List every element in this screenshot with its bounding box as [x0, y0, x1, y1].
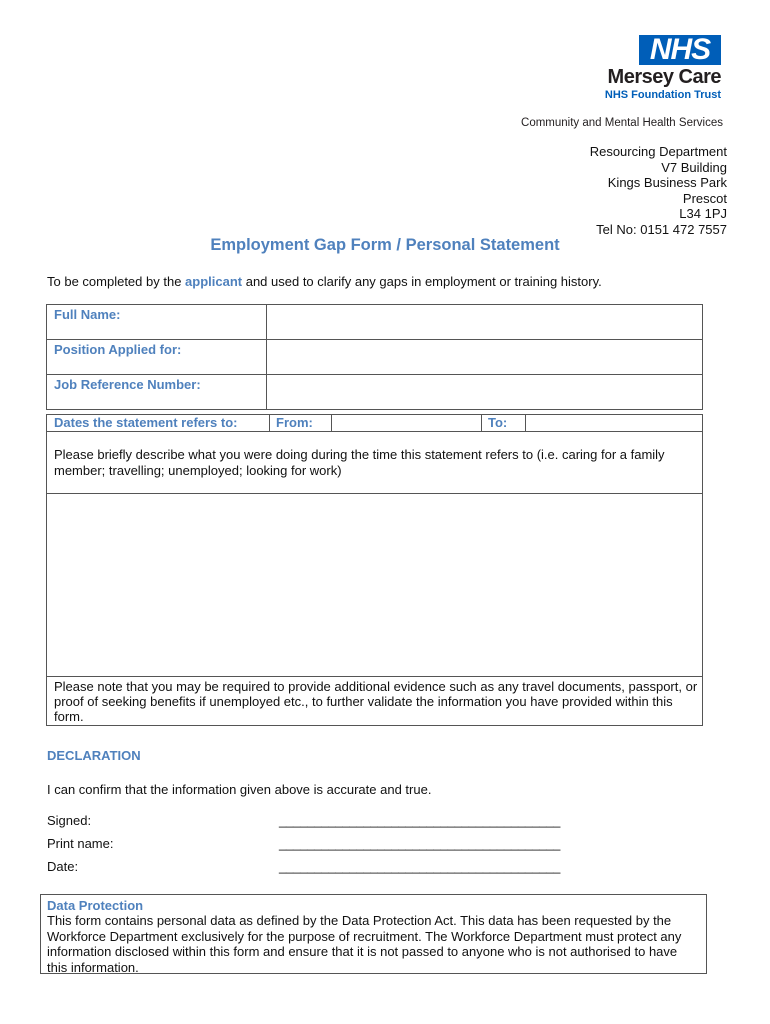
- evidence-note: Please note that you may be required to provide additional evidence such as any travel documents, passport, or proof of seeking benefits if unemployed etc., to further validate the information you have provided within this form.: [54, 679, 698, 724]
- date-line[interactable]: ________________________________________: [279, 859, 561, 874]
- table-row: [47, 375, 703, 410]
- org-subtitle: NHS Foundation Trust: [604, 89, 721, 101]
- service-name: Community and Mental Health Services: [521, 117, 723, 129]
- intro-before: To be completed by the: [47, 274, 186, 289]
- statement-prompt: Please briefly describe what you were doing during the time this statement refers to (i.e. caring for a family member; travelling; unemployed; looking for work): [54, 447, 665, 478]
- to-label: To:: [488, 415, 508, 430]
- intro-after: and used to clarify any gaps in employment or training history.: [242, 274, 602, 289]
- from-label: From:: [276, 415, 313, 430]
- declaration-text: I can confirm that the information given above is accurate and true.: [47, 782, 432, 797]
- to-field[interactable]: [525, 415, 702, 431]
- address-line: Prescot: [682, 190, 727, 206]
- org-name: Mersey Care: [607, 66, 721, 88]
- declaration-heading: DECLARATION: [47, 748, 141, 763]
- position-label: Position Applied for:: [47, 340, 267, 375]
- address-line: Resourcing Department: [589, 144, 727, 159]
- statement-textarea[interactable]: [47, 494, 702, 676]
- dates-row: [47, 415, 702, 432]
- from-field[interactable]: [331, 415, 481, 431]
- full-name-label: Full Name:: [47, 305, 267, 340]
- intro-highlight: applicant: [185, 274, 243, 289]
- page-title: Employment Gap Form / Personal Statement: [210, 236, 560, 254]
- print-name-label: Print name:: [47, 836, 114, 851]
- position-field[interactable]: [267, 340, 703, 375]
- full-name-field[interactable]: [267, 305, 703, 340]
- job-ref-label: Job Reference Number:: [47, 375, 267, 410]
- print-name-line[interactable]: ________________________________________: [279, 836, 561, 851]
- signature-line[interactable]: ________________________________________: [279, 813, 561, 828]
- intro-text: [47, 274, 602, 289]
- table-row: [47, 340, 703, 375]
- data-protection-box: [40, 894, 707, 974]
- divider: [47, 676, 702, 677]
- address-line: L34 1PJ: [679, 206, 727, 222]
- signed-label: Signed:: [47, 813, 92, 828]
- table-row: [47, 305, 703, 340]
- statement-section: [46, 414, 703, 726]
- telephone: Tel No: 0151 472 7557: [596, 221, 727, 237]
- data-protection-heading: Data Protection: [47, 898, 144, 913]
- address-line: V7 Building: [661, 159, 727, 175]
- address-block: [590, 144, 727, 238]
- dates-label: Dates the statement refers to:: [54, 415, 238, 430]
- job-ref-field[interactable]: [267, 375, 703, 410]
- nhs-logo: NHS: [639, 35, 721, 65]
- data-protection-text: This form contains personal data as defined by the Data Protection Act. This data has been requested by the Workforce Department exclusively for the purpose of recruitment. The Workforce Department must protect any information disclosed within this form and ensure that it is not passed to anyone who is not authorised to have this information.: [47, 913, 682, 975]
- applicant-info-table: [46, 304, 703, 410]
- address-line: Kings Business Park: [607, 175, 727, 191]
- date-label: Date:: [47, 859, 79, 874]
